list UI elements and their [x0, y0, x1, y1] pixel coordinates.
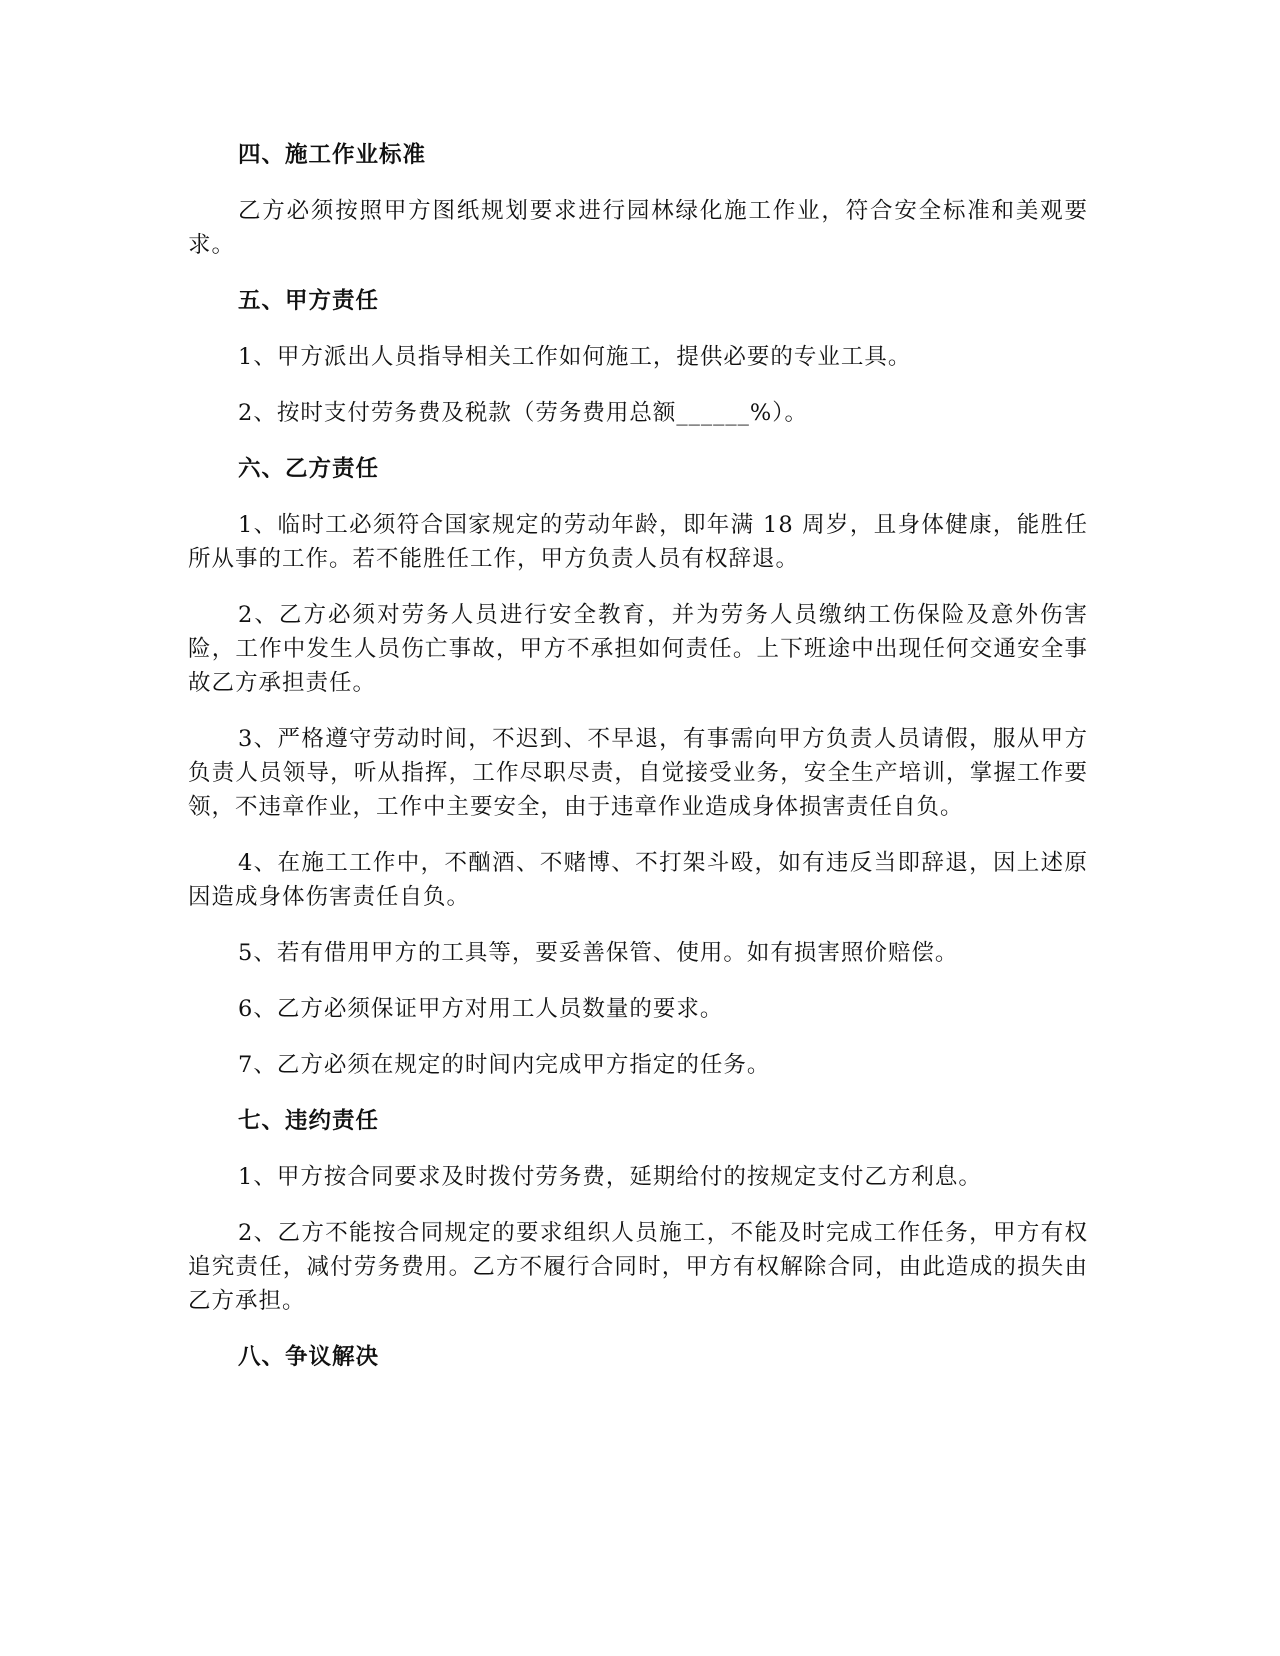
paragraph: 1、甲方按合同要求及时拨付劳务费，延期给付的按规定支付乙方利息。 — [238, 1164, 982, 1190]
paragraph: 2、乙方不能按合同规定的要求组织人员施工，不能及时完成工作任务，甲方有权追究责任，减付劳务费用。乙方不履行合同时，甲方有权解除合同，由此造成的损失由乙方承担。 — [188, 1220, 1088, 1314]
paragraph: 乙方必须按照甲方图纸规划要求进行园林绿化施工作业，符合安全标准和美观要求。 — [188, 198, 1088, 258]
section-heading-breach-liability: 七、违约责任 — [238, 1108, 380, 1134]
tax-item-text: 2、按时支付劳务费及税款（劳务费用总额 — [238, 400, 677, 426]
paragraph: 6、乙方必须保证甲方对用工人员数量的要求。 — [238, 996, 724, 1022]
paragraph: 5、若有借用甲方的工具等，要妥善保管、使用。如有损害照价赔偿。 — [238, 940, 959, 966]
paragraph-tax-item — [188, 396, 1088, 430]
section-heading-party-a-duties: 五、甲方责任 — [238, 288, 380, 314]
tax-item-suffix: %）。 — [749, 400, 808, 426]
paragraph: 3、严格遵守劳动时间，不迟到、不早退，有事需向甲方负责人员请假，服从甲方负责人员领导，听从指挥，工作尽职尽责，自觉接受业务，安全生产培训，掌握工作要领，不违章作业，工作中主要安全，由于违章作业造成身体损害责任自负。 — [188, 726, 1088, 820]
section-heading-construction-standard: 四、施工作业标准 — [238, 142, 427, 168]
paragraph: 2、乙方必须对劳务人员进行安全教育，并为劳务人员缴纳工伤保险及意外伤害险，工作中发生人员伤亡事故，甲方不承担如何责任。上下班途中出现任何交通安全事故乙方承担责任。 — [188, 602, 1088, 696]
paragraph: 7、乙方必须在规定的时间内完成甲方指定的任务。 — [238, 1052, 771, 1078]
paragraph: 1、临时工必须符合国家规定的劳动年龄，即年满 18 周岁，且身体健康，能胜任所从事的工作。若不能胜任工作，甲方负责人员有权辞退。 — [188, 512, 1088, 572]
document-page — [188, 138, 1088, 1396]
tax-blank-field: ______ — [676, 400, 750, 426]
paragraph: 1、甲方派出人员指导相关工作如何施工，提供必要的专业工具。 — [238, 344, 912, 370]
section-heading-dispute-resolution: 八、争议解决 — [238, 1344, 380, 1370]
section-heading-party-b-duties: 六、乙方责任 — [238, 456, 380, 482]
paragraph: 4、在施工工作中，不酗酒、不赌博、不打架斗殴，如有违反当即辞退，因上述原因造成身体伤害责任自负。 — [188, 850, 1088, 910]
